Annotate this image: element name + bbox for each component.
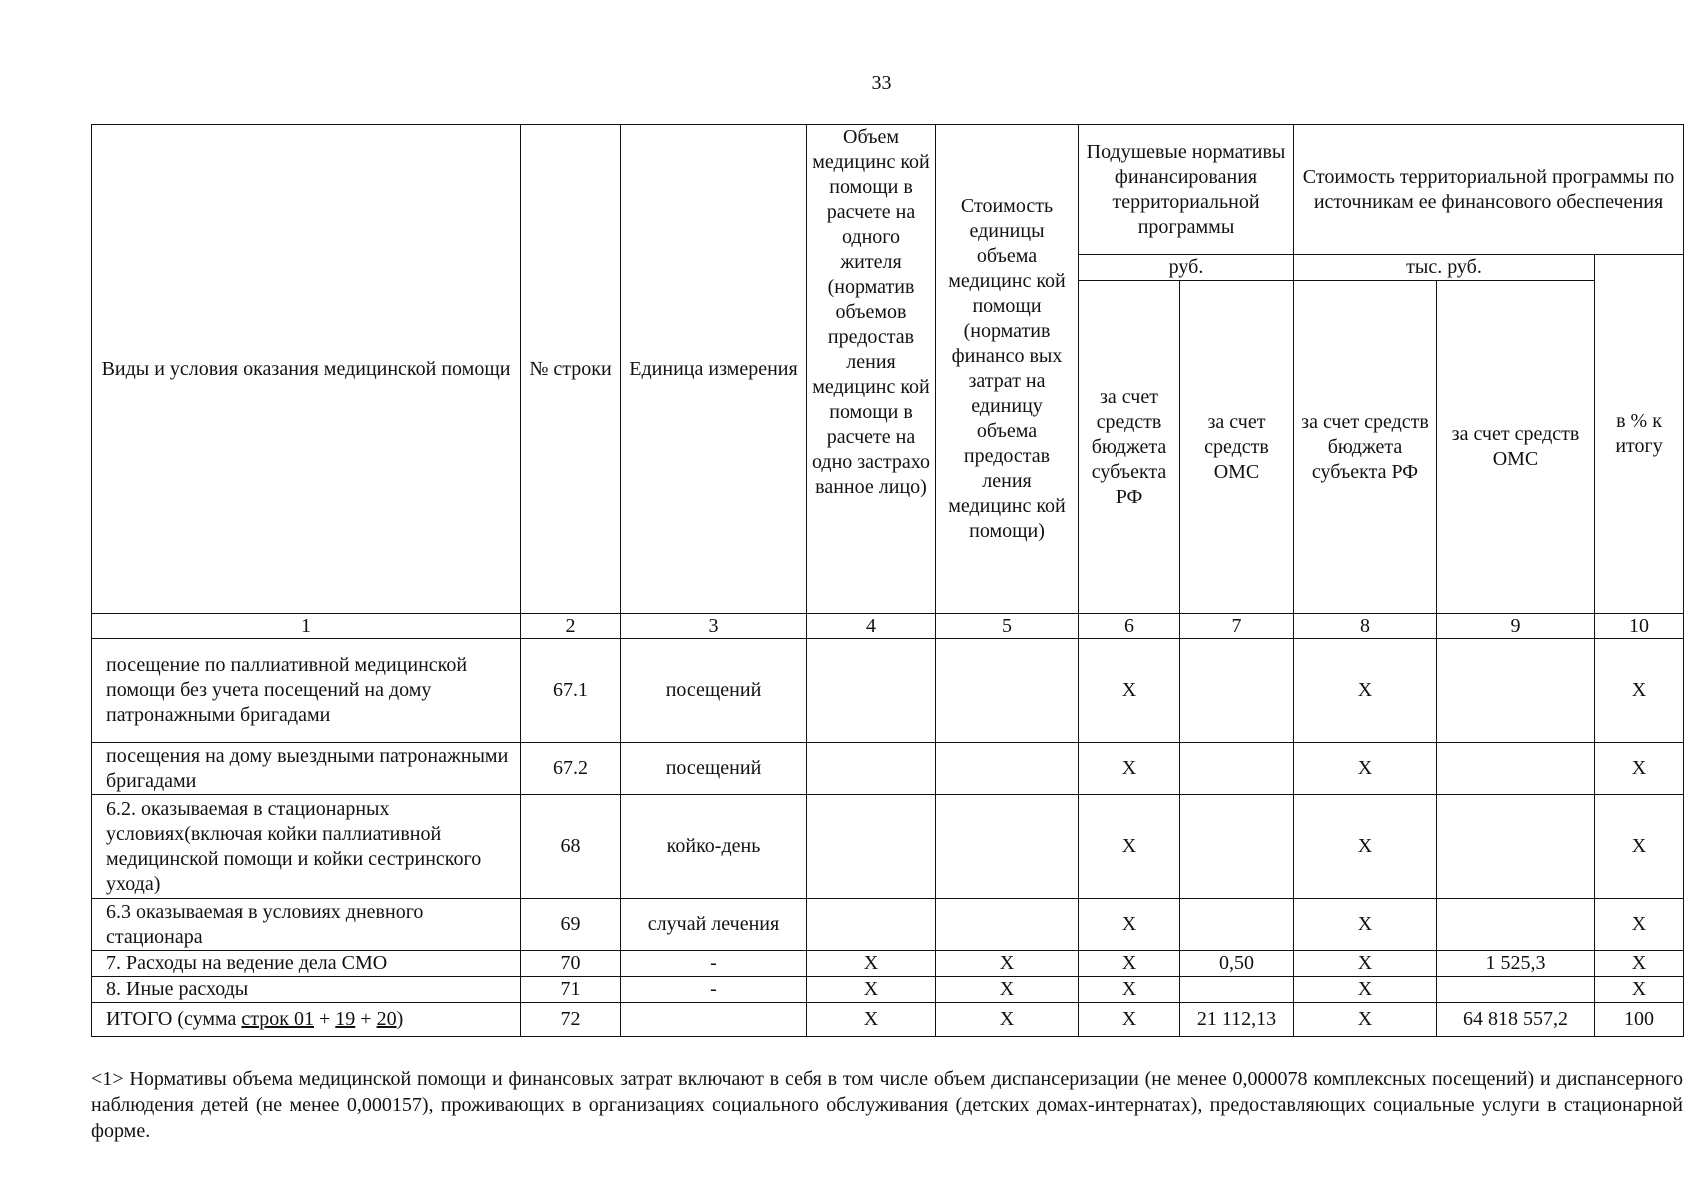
row-unit: койко-день <box>621 795 807 899</box>
column-number: 1 <box>92 614 521 639</box>
row-line-number: 68 <box>521 795 621 899</box>
row-per-capita-oms <box>1180 743 1294 795</box>
column-number: 10 <box>1595 614 1684 639</box>
row-percent-total: 100 <box>1595 1003 1684 1037</box>
row-cost-oms <box>1437 977 1595 1003</box>
row-volume <box>807 743 936 795</box>
row-line-number: 67.2 <box>521 743 621 795</box>
row-volume <box>807 795 936 899</box>
row-per-capita-oms <box>1180 639 1294 743</box>
row-unit: посещений <box>621 743 807 795</box>
row-line-number: 67.1 <box>521 639 621 743</box>
row-line-number: 71 <box>521 977 621 1003</box>
header-per-capita-oms: за счет средств ОМС <box>1180 281 1294 614</box>
row-cost-budget: X <box>1294 977 1437 1003</box>
row-unit: - <box>621 951 807 977</box>
row-cost-oms <box>1437 743 1595 795</box>
header-cost-oms: за счет средств ОМС <box>1437 281 1595 614</box>
table-row <box>92 951 1684 977</box>
table-row <box>92 795 1684 899</box>
row-line-number: 69 <box>521 899 621 951</box>
header-unit-rub: руб. <box>1079 255 1294 281</box>
row-unit-cost <box>936 899 1079 951</box>
row-per-capita-budget: X <box>1079 899 1180 951</box>
row-percent-total: X <box>1595 951 1684 977</box>
row-name: посещение по паллиативной медицинской помощи без учета посещений на дому патронажными бригадами <box>92 639 521 743</box>
column-number: 5 <box>936 614 1079 639</box>
column-number: 7 <box>1180 614 1294 639</box>
total-label: ИТОГО (сумма <box>106 1008 242 1030</box>
row-volume <box>807 899 936 951</box>
row-volume: X <box>807 1003 936 1037</box>
row-per-capita-budget: X <box>1079 977 1180 1003</box>
header-program-cost-group: Стоимость территориальной программы по источникам ее финансового обеспечения <box>1294 125 1684 255</box>
column-number: 8 <box>1294 614 1437 639</box>
header-line-number: № строки <box>521 125 621 614</box>
row-cost-budget: X <box>1294 639 1437 743</box>
closing-paren: ) <box>396 1008 404 1030</box>
row-name: 6.2. оказываемая в стационарных условиях(включая койки паллиативной медицинской помощи и койки сестринского ухода) <box>92 795 521 899</box>
row-name-total <box>92 1003 521 1037</box>
row-unit: случай лечения <box>621 899 807 951</box>
row-line-number: 72 <box>521 1003 621 1037</box>
row-unit-cost: X <box>936 951 1079 977</box>
row-volume: X <box>807 977 936 1003</box>
column-number: 2 <box>521 614 621 639</box>
column-number: 3 <box>621 614 807 639</box>
row-cost-budget: X <box>1294 899 1437 951</box>
row-name: 8. Иные расходы <box>92 977 521 1003</box>
column-number: 6 <box>1079 614 1180 639</box>
header-unit-cost: Стоимость единицы объема медицинс кой помощи (норматив финансо вых затрат на единицу объема предостав ления медицинс кой помощи) <box>936 125 1079 614</box>
row-cost-oms <box>1437 795 1595 899</box>
table-row <box>92 977 1684 1003</box>
row-per-capita-oms: 0,50 <box>1180 951 1294 977</box>
plus-sign: + <box>355 1008 377 1030</box>
footnote: <1> Нормативы объема медицинской помощи и финансовых затрат включают в себя в том числе объем диспансеризации (не менее 0,000078 комплексных посещений) и диспансерного наблюдения детей (не менее 0,000157), проживающих в организациях социального обслуживания (детских домах-интернатах), предоставляющих социальные услуги в стационарной форме. <box>91 1068 1683 1142</box>
row-percent-total: X <box>1595 899 1684 951</box>
row-per-capita-oms: 21 112,13 <box>1180 1003 1294 1037</box>
header-type-conditions: Виды и условия оказания медицинской помощи <box>92 125 521 614</box>
header-unit-thousand-rub: тыс. руб. <box>1294 255 1595 281</box>
row-per-capita-budget: X <box>1079 639 1180 743</box>
row-percent-total: X <box>1595 977 1684 1003</box>
row-per-capita-budget: X <box>1079 743 1180 795</box>
row-name: 6.3 оказываемая в условиях дневного стационара <box>92 899 521 951</box>
row-volume: X <box>807 951 936 977</box>
row-cost-budget: X <box>1294 743 1437 795</box>
row-per-capita-oms <box>1180 795 1294 899</box>
plus-sign: + <box>314 1008 336 1030</box>
row-cost-oms <box>1437 639 1595 743</box>
header-unit: Единица измерения <box>621 125 807 614</box>
column-number: 9 <box>1437 614 1595 639</box>
row-name: 7. Расходы на ведение дела СМО <box>92 951 521 977</box>
row-cost-oms: 1 525,3 <box>1437 951 1595 977</box>
row-cost-budget: X <box>1294 951 1437 977</box>
row-unit-cost: X <box>936 977 1079 1003</box>
row-volume <box>807 639 936 743</box>
header-per-capita-group: Подушевые нормативы финансирования территориальной программы <box>1079 125 1294 255</box>
header-volume: Объем медицинс кой помощи в расчете на одного жителя (норматив объемов предостав ления медицинс кой помощи в расчете на одно застрахо ванное лицо) <box>807 125 936 614</box>
row-per-capita-budget: X <box>1079 1003 1180 1037</box>
row-cost-oms <box>1437 899 1595 951</box>
row-unit-cost: X <box>936 1003 1079 1037</box>
link-row-19[interactable]: 19 <box>335 1008 356 1030</box>
header-cost-budget: за счет средств бюджета субъекта РФ <box>1294 281 1437 614</box>
row-cost-budget: X <box>1294 1003 1437 1037</box>
table-row <box>92 899 1684 951</box>
table-row <box>92 743 1684 795</box>
row-percent-total: X <box>1595 639 1684 743</box>
row-unit: посещений <box>621 639 807 743</box>
header-per-capita-budget: за счет средств бюджета субъекта РФ <box>1079 281 1180 614</box>
table-row <box>92 639 1684 743</box>
page-number: 33 <box>871 72 892 94</box>
row-per-capita-oms <box>1180 977 1294 1003</box>
link-rows-01[interactable]: строк 01 <box>241 1008 314 1030</box>
row-unit-cost <box>936 795 1079 899</box>
column-number-row <box>92 614 1684 639</box>
row-unit: - <box>621 977 807 1003</box>
row-per-capita-budget: X <box>1079 951 1180 977</box>
row-percent-total: X <box>1595 795 1684 899</box>
row-unit <box>621 1003 807 1037</box>
row-name: посещения на дому выездными патронажными бригадами <box>92 743 521 795</box>
row-unit-cost <box>936 743 1079 795</box>
row-unit-cost <box>936 639 1079 743</box>
row-cost-budget: X <box>1294 795 1437 899</box>
financing-table <box>91 124 1684 1037</box>
header-percent-total: в % к итогу <box>1595 255 1684 614</box>
row-line-number: 70 <box>521 951 621 977</box>
column-number: 4 <box>807 614 936 639</box>
row-per-capita-oms <box>1180 899 1294 951</box>
row-cost-oms: 64 818 557,2 <box>1437 1003 1595 1037</box>
table-row-total <box>92 1003 1684 1037</box>
row-percent-total: X <box>1595 743 1684 795</box>
link-row-20[interactable]: 20 <box>376 1008 397 1030</box>
row-per-capita-budget: X <box>1079 795 1180 899</box>
